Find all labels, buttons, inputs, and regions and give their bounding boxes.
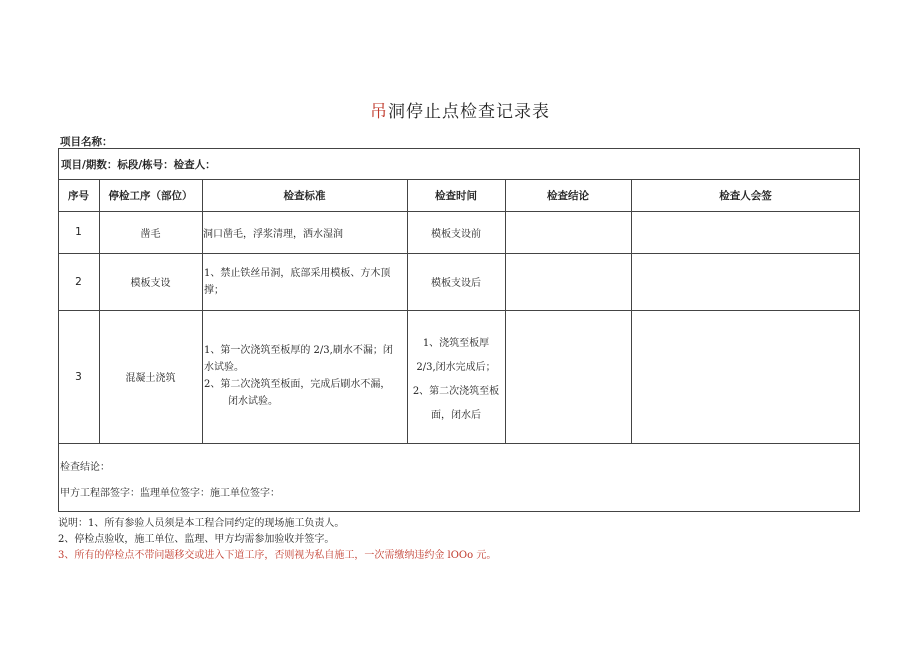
col-header-conclusion: 检查结论 — [547, 189, 589, 202]
note-1: 说明：1、所有参验人员须是本工程合同约定的现场施工负责人。 — [58, 518, 345, 529]
row-3-time-line: 2、第二次浇筑至板 — [412, 386, 500, 397]
row-2-standard-line: 1、禁止铁丝吊洞，底部采用模板、方木顶 — [204, 268, 391, 279]
row-1-time: 模板支设前 — [431, 228, 481, 240]
row-3-standard — [204, 342, 406, 410]
row-3-no: 3 — [75, 370, 82, 383]
row-2-sign[interactable] — [631, 253, 860, 310]
row-3-time-line: 1、浇筑至板厚 — [422, 338, 490, 349]
page-title-rest: 洞停止点检查记录表 — [388, 102, 550, 122]
row-1-process: 凿毛 — [140, 228, 161, 240]
table-rule — [58, 443, 860, 444]
col-header-time: 检查时间 — [435, 189, 477, 202]
conclusion-label: 检查结论： — [60, 462, 110, 473]
row-1-standard: 洞口凿毛，浮浆清理，洒水湿润 — [203, 228, 343, 240]
col-header-process: 停检工序（部位） — [108, 189, 193, 202]
signature-line: 甲方工程部签字：监理单位签字：施工单位签字： — [60, 488, 280, 499]
row-3-standard-line: 闭水试验。 — [228, 396, 278, 407]
row-3-standard-line: 水试验。 — [204, 362, 244, 373]
page-title — [0, 97, 920, 122]
row-2-no: 2 — [75, 275, 82, 288]
row-3-standard-line: 1、第一次浇筑至板厚的 2/3,刷水不漏；闭 — [204, 345, 393, 356]
row-3-time-line: 2/3,闭水完成后； — [416, 362, 496, 373]
row-3-conclusion[interactable] — [505, 310, 631, 443]
project-header-line: 项目/期数：标段/栋号：检查人： — [61, 159, 216, 171]
row-3-standard-line: 2、第二次浇筑至板面，完成后刷水不漏， — [204, 379, 391, 390]
page-title-first-char: 吊 — [370, 102, 388, 122]
note-2: 2、停检点验收，施工单位、监理、甲方均需参加验收并签字。 — [58, 534, 335, 545]
row-2-conclusion[interactable] — [505, 253, 631, 310]
row-2-time: 模板支设后 — [431, 278, 481, 289]
row-1-no: 1 — [75, 226, 82, 238]
col-header-no: 序号 — [68, 189, 89, 202]
row-3-sign[interactable] — [631, 310, 860, 443]
col-header-sign: 检查人会签 — [719, 189, 772, 202]
row-1-conclusion[interactable] — [505, 211, 631, 253]
row-3-time — [408, 332, 504, 428]
row-3-process: 混凝土浇筑 — [125, 373, 176, 384]
note-3: 3、所有的停检点不带问题移交或进入下道工序，否则视为私自施工，一次需缴纳违约金 lOOo 元。 — [58, 550, 497, 561]
row-2-process: 模板支设 — [130, 278, 171, 289]
project-name-label: 项目名称： — [60, 136, 113, 148]
row-1-sign[interactable] — [631, 211, 860, 253]
row-2-standard — [204, 265, 406, 299]
row-2-standard-line: 撑； — [204, 285, 224, 296]
col-header-standard: 检查标准 — [283, 189, 326, 202]
row-3-time-line: 面，闭水后 — [431, 410, 481, 421]
